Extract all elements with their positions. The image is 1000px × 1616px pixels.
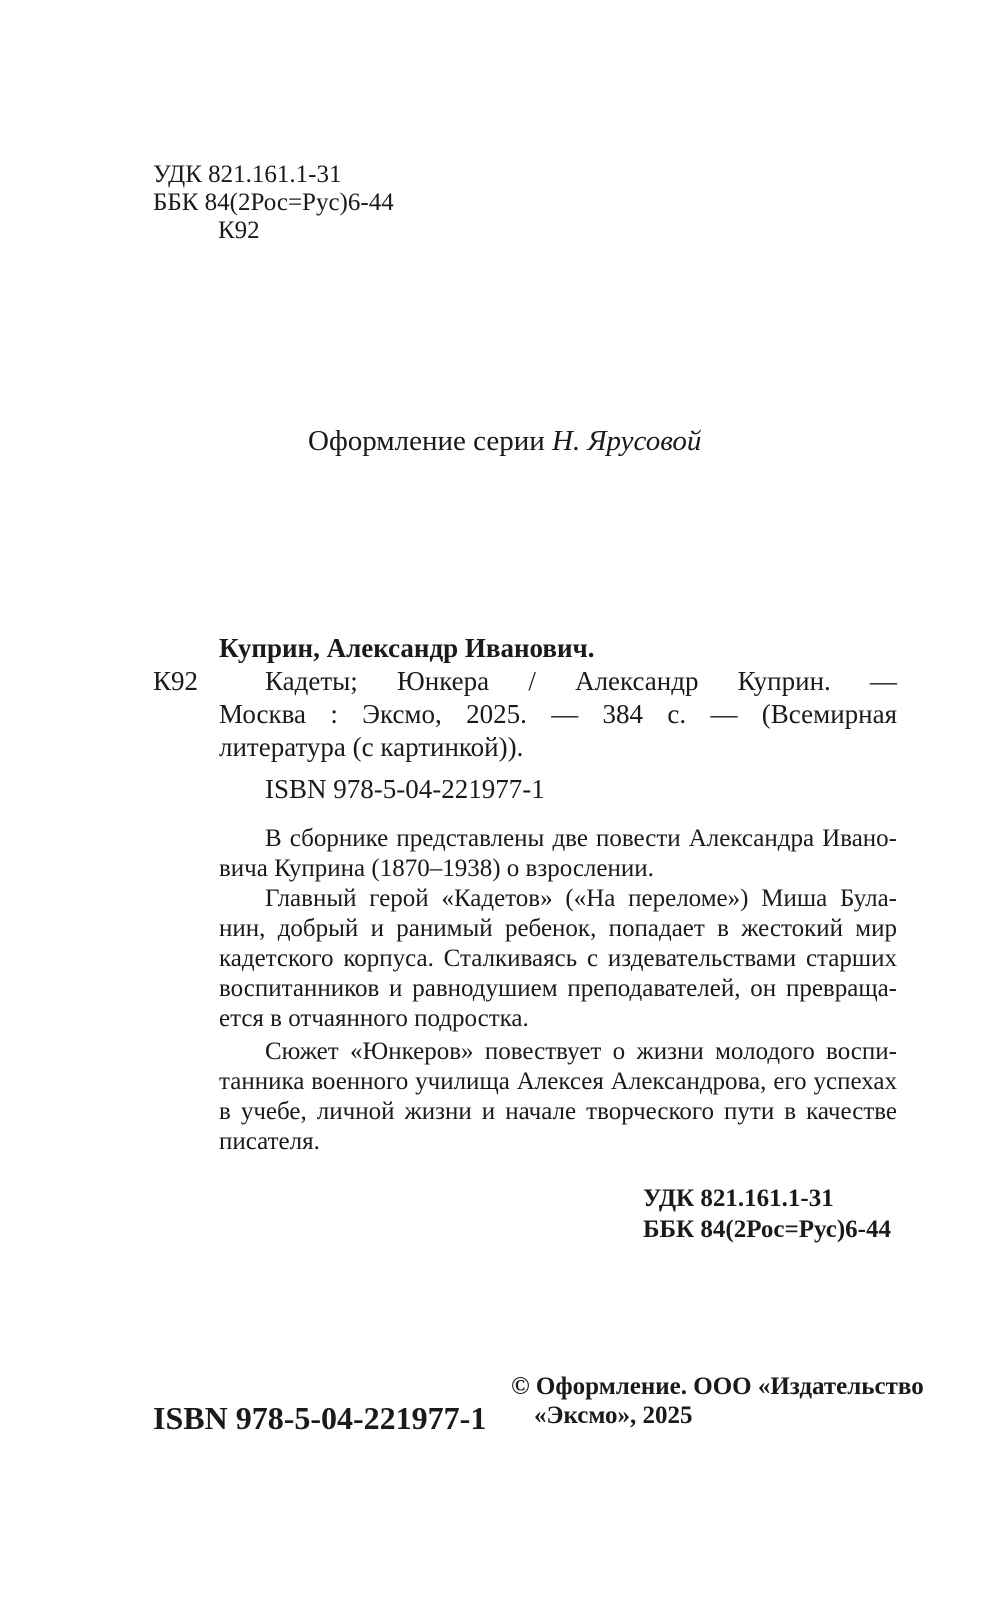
annotation-line: писателя.	[219, 1128, 320, 1155]
bbk-code-top: ББК 84(2Рос=Рус)6-44	[153, 189, 394, 216]
author-heading: Куприн, Александр Иванович.	[219, 633, 595, 663]
bibliographic-line: Кадеты; Юнкера / Александр Куприн. —	[265, 666, 897, 696]
annotation-line: Сюжет «Юнкеров» повествует о жизни молодого воспи-	[265, 1038, 897, 1065]
copyright-line: «Эксмо», 2025	[534, 1402, 693, 1429]
annotation-line: кадетского корпуса. Сталкиваясь с издевательствами старших	[219, 945, 897, 972]
annotation-line: в учебе, личной жизни и начале творческого пути в качестве	[219, 1098, 897, 1125]
series-design-prefix: Оформление серии	[308, 425, 545, 457]
annotation-line: нин, добрый и ранимый ребенок, попадает в жестокий мир	[219, 915, 897, 942]
annotation-line: вича Куприна (1870–1938) о взрослении.	[219, 855, 654, 882]
series-designer-name: Н. Ярусовой	[552, 425, 702, 457]
annotation-line: В сборнике представлены две повести Александра Ивано-	[265, 825, 897, 852]
bibliographic-line: литература (с картинкой)).	[219, 732, 524, 762]
author-sign-catalog: К92	[153, 666, 199, 696]
series-design-credit	[308, 424, 701, 458]
annotation-line: Главный герой «Кадетов» («На переломе») Миша Була-	[265, 885, 897, 912]
annotation-line: танника военного училища Алексея Александрова, его успехах	[219, 1068, 897, 1095]
isbn-catalog: ISBN 978-5-04-221977-1	[265, 774, 545, 804]
bibliographic-line: Москва : Эксмо, 2025. — 384 с. — (Всемирная	[219, 699, 897, 729]
udk-code-bottom: УДК 821.161.1-31	[643, 1185, 834, 1212]
annotation-line: воспитанников и равнодушием преподавателей, он превраща-	[219, 975, 897, 1002]
udk-code-top: УДК 821.161.1-31	[153, 161, 342, 188]
annotation-line: ется в отчаянного подростка.	[219, 1005, 529, 1032]
bbk-code-bottom: ББК 84(2Рос=Рус)6-44	[643, 1216, 891, 1243]
author-sign-top: К92	[218, 217, 260, 244]
copyright-line: © Оформление. ООО «Издательство	[511, 1373, 924, 1400]
isbn-imprint: ISBN 978-5-04-221977-1	[153, 1400, 487, 1436]
